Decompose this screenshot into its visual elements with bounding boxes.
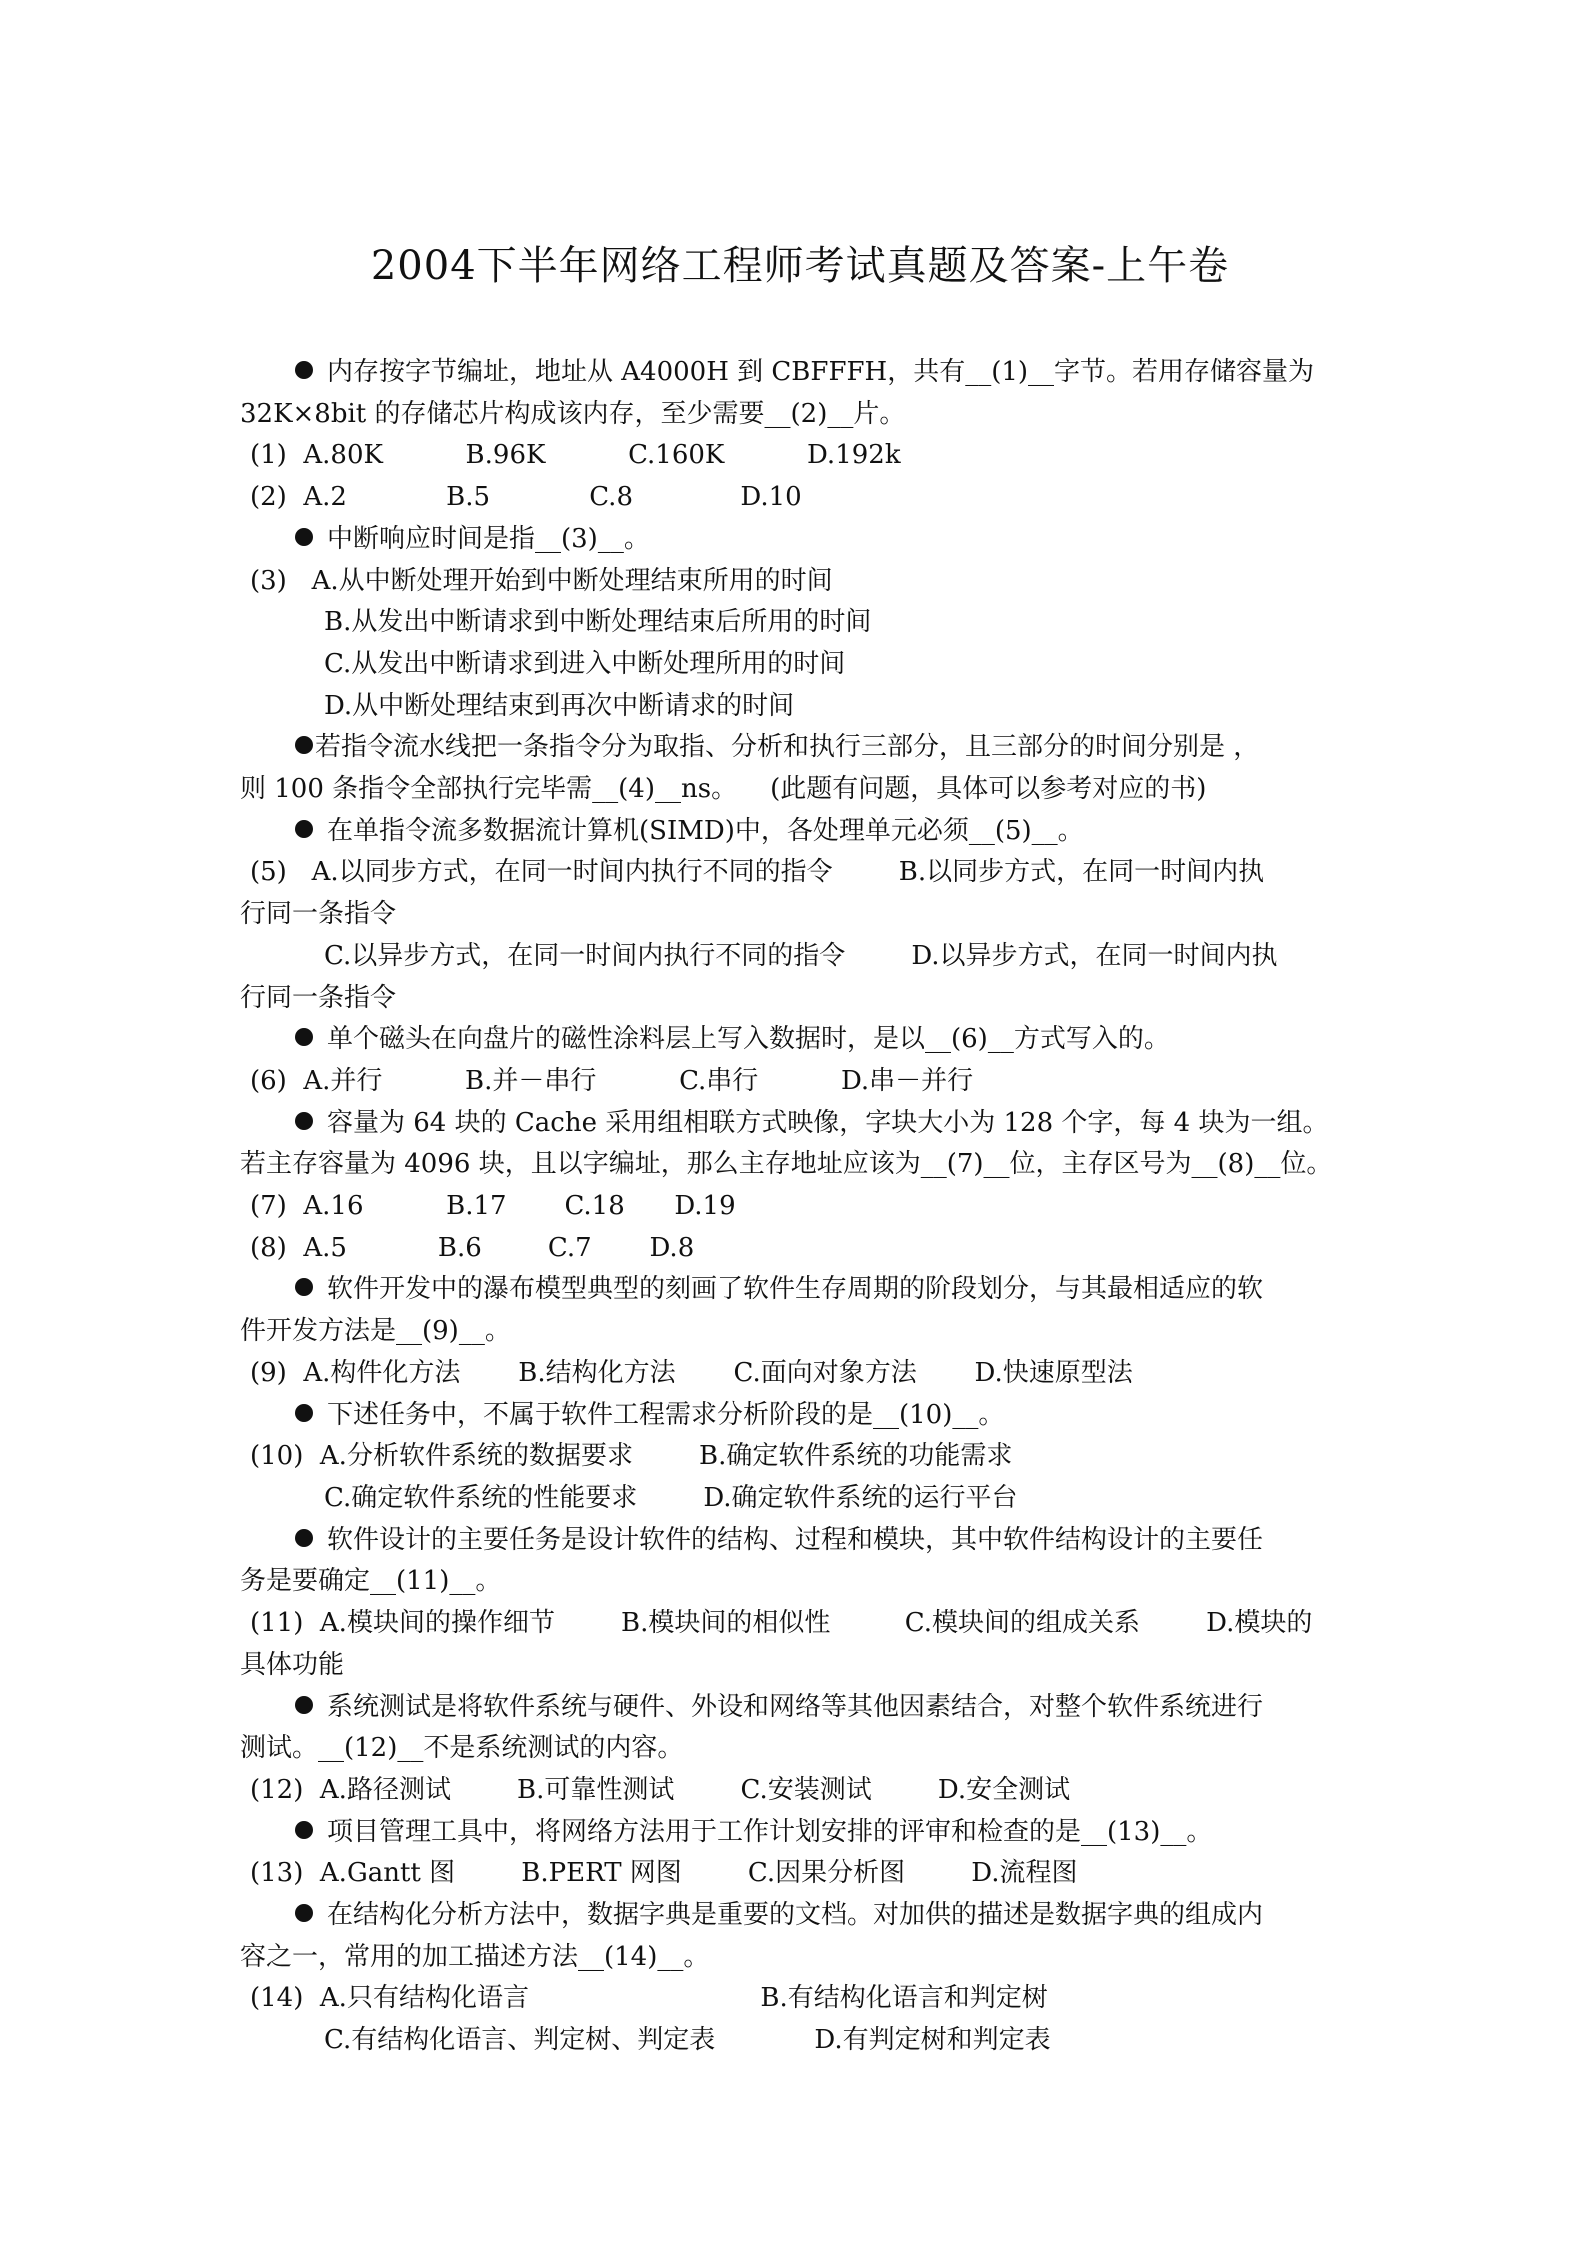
line-text: 行同一条指令 (240, 982, 397, 1013)
option-line (240, 2020, 1360, 2062)
question-line (240, 1103, 1360, 1145)
bullet-icon (295, 1904, 313, 1922)
question-line (240, 727, 1360, 769)
option-line (240, 1061, 1360, 1103)
bullet-icon (295, 820, 313, 838)
question-line (240, 519, 1360, 561)
line-text: C.有结构化语言、判定树、判定表 D.有判定树和判定表 (324, 2025, 1051, 2056)
bullet-icon (295, 1112, 313, 1130)
line-text: 内存按字节编址，地址从 A4000H 到 CBFFFH，共有__(1)__字节。若用存储容量为 (327, 357, 1315, 387)
bullet-icon (295, 1404, 313, 1422)
option-line (240, 561, 1360, 603)
line-text: 软件设计的主要任务是设计软件的结构、过程和模块，其中软件结构设计的主要任 (327, 1524, 1264, 1555)
option-line (240, 1436, 1360, 1478)
bullet-icon (295, 1529, 313, 1547)
line-text: 在单指令流多数据流计算机(SIMD)中，各处理单元必须__(5)__。 (327, 815, 1084, 846)
line-text: (2) A.2 B.5 C.8 D.10 (250, 482, 802, 513)
option-line (240, 1978, 1360, 2020)
line-text: (7) A.16 B.17 C.18 D.19 (250, 1191, 736, 1222)
text-line (240, 394, 1360, 436)
option-line (240, 1353, 1360, 1395)
option-line (240, 1228, 1360, 1270)
line-text: 单个磁头在向盘片的磁性涂料层上写入数据时，是以__(6)__方式写入的。 (327, 1024, 1170, 1055)
line-text: 容之一，常用的加工描述方法__(14)__。 (240, 1941, 710, 1972)
line-text: (5) A.以同步方式，在同一时间内执行不同的指令 B.以同步方式，在同一时间内执 (250, 857, 1265, 888)
document-body (240, 352, 1360, 2062)
question-line (240, 1520, 1360, 1562)
option-line (240, 1853, 1360, 1895)
line-text: 下述任务中，不属于软件工程需求分析阶段的是__(10)__。 (327, 1399, 1005, 1430)
line-text: (14) A.只有结构化语言 B.有结构化语言和判定树 (250, 1983, 1048, 2014)
line-text: C.确定软件系统的性能要求 D.确定软件系统的运行平台 (324, 1482, 1018, 1513)
line-text: 软件开发中的瀑布模型典型的刻画了软件生存周期的阶段划分，与其最相适应的软 (327, 1274, 1264, 1305)
text-line (240, 1937, 1360, 1979)
text-line (240, 769, 1360, 811)
document-page (240, 236, 1360, 2062)
text-line (240, 1728, 1360, 1770)
line-text: (9) A.构件化方法 B.结构化方法 C.面向对象方法 D.快速原型法 (250, 1357, 1133, 1388)
option-line (240, 1603, 1360, 1645)
line-text: (12) A.路径测试 B.可靠性测试 C.安装测试 D.安全测试 (250, 1774, 1071, 1805)
text-line (240, 894, 1360, 936)
option-line (240, 1186, 1360, 1228)
option-line (240, 1770, 1360, 1812)
text-line (240, 1144, 1360, 1186)
line-text: (1) A.80K B.96K C.160K D.192k (250, 440, 901, 471)
question-line (240, 1019, 1360, 1061)
line-text: (13) A.Gantt 图 B.PERT 网图 C.因果分析图 D.流程图 (250, 1858, 1078, 1889)
bullet-icon (295, 1696, 313, 1714)
line-text: 务是要确定__(11)__。 (240, 1566, 502, 1597)
question-line (240, 1687, 1360, 1729)
question-line (240, 1395, 1360, 1437)
text-line (240, 978, 1360, 1020)
bullet-icon (295, 1028, 313, 1046)
question-line (240, 1269, 1360, 1311)
line-text: (3) A.从中断处理开始到中断处理结束所用的时间 (250, 565, 833, 596)
line-text: 若主存容量为 4096 块，且以字编址，那么主存地址应该为__(7)__位，主存区号为__(8)__位。 (240, 1149, 1333, 1180)
option-line (240, 644, 1360, 686)
line-text: 则 100 条指令全部执行完毕需__(4)__ns。 (此题有问题，具体可以参考对应的书) (240, 774, 1207, 805)
text-line (240, 1311, 1360, 1353)
line-text: D.从中断处理结束到再次中断请求的时间 (324, 690, 795, 721)
line-text: (10) A.分析软件系统的数据要求 B.确定软件系统的功能需求 (250, 1441, 1013, 1472)
line-text: 32K×8bit 的存储芯片构成该内存，至少需要__(2)__片。 (240, 398, 906, 429)
line-text: 在结构化分析方法中，数据字典是重要的文档。对加供的描述是数据字典的组成内 (327, 1900, 1264, 1931)
option-line (240, 477, 1360, 519)
line-text: 具体功能 (240, 1649, 345, 1680)
line-text: 中断响应时间是指__(3)__。 (327, 523, 650, 554)
line-text: 项目管理工具中，将网络方法用于工作计划安排的评审和检查的是__(13)__。 (327, 1816, 1213, 1847)
option-line (240, 602, 1360, 644)
line-text: 测试。__(12)__不是系统测试的内容。 (240, 1733, 684, 1764)
bullet-icon (295, 1278, 313, 1296)
bullet-icon (295, 736, 313, 754)
line-text: C.以异步方式，在同一时间内执行不同的指令 D.以异步方式，在同一时间内执 (324, 940, 1278, 971)
question-line (240, 352, 1360, 394)
line-text: B.从发出中断请求到中断处理结束后所用的时间 (324, 607, 872, 638)
text-line (240, 1645, 1360, 1687)
option-line (240, 936, 1360, 978)
option-line (240, 686, 1360, 728)
bullet-icon (295, 1821, 313, 1839)
question-line (240, 1812, 1360, 1854)
option-line (240, 1478, 1360, 1520)
question-line (240, 1895, 1360, 1937)
line-text: 件开发方法是__(9)__。 (240, 1316, 511, 1347)
line-text: (11) A.模块间的操作细节 B.模块间的相似性 C.模块间的组成关系 D.模块的 (250, 1608, 1313, 1639)
bullet-icon (295, 528, 313, 546)
bullet-icon (295, 361, 313, 379)
question-line (240, 811, 1360, 853)
text-line (240, 1561, 1360, 1603)
line-text: C.从发出中断请求到进入中断处理所用的时间 (324, 648, 846, 679)
line-text: 若指令流水线把一条指令分为取指、分析和执行三部分，且三部分的时间分别是 ， (315, 732, 1260, 763)
document-title: 2004下半年网络工程师考试真题及答案-上午卷 (370, 243, 1230, 289)
line-text: 系统测试是将软件系统与硬件、外设和网络等其他因素结合，对整个软件系统进行 (327, 1691, 1264, 1722)
line-text: (8) A.5 B.6 C.7 D.8 (250, 1232, 695, 1263)
line-text: 容量为 64 块的 Cache 采用组相联方式映像，字块大小为 128 个字，每 4 块为一组。 (327, 1107, 1329, 1138)
option-line (240, 435, 1360, 477)
line-text: (6) A.并行 B.并－串行 C.串行 D.串－并行 (250, 1065, 974, 1096)
option-line (240, 852, 1360, 894)
line-text: 行同一条指令 (240, 899, 397, 930)
